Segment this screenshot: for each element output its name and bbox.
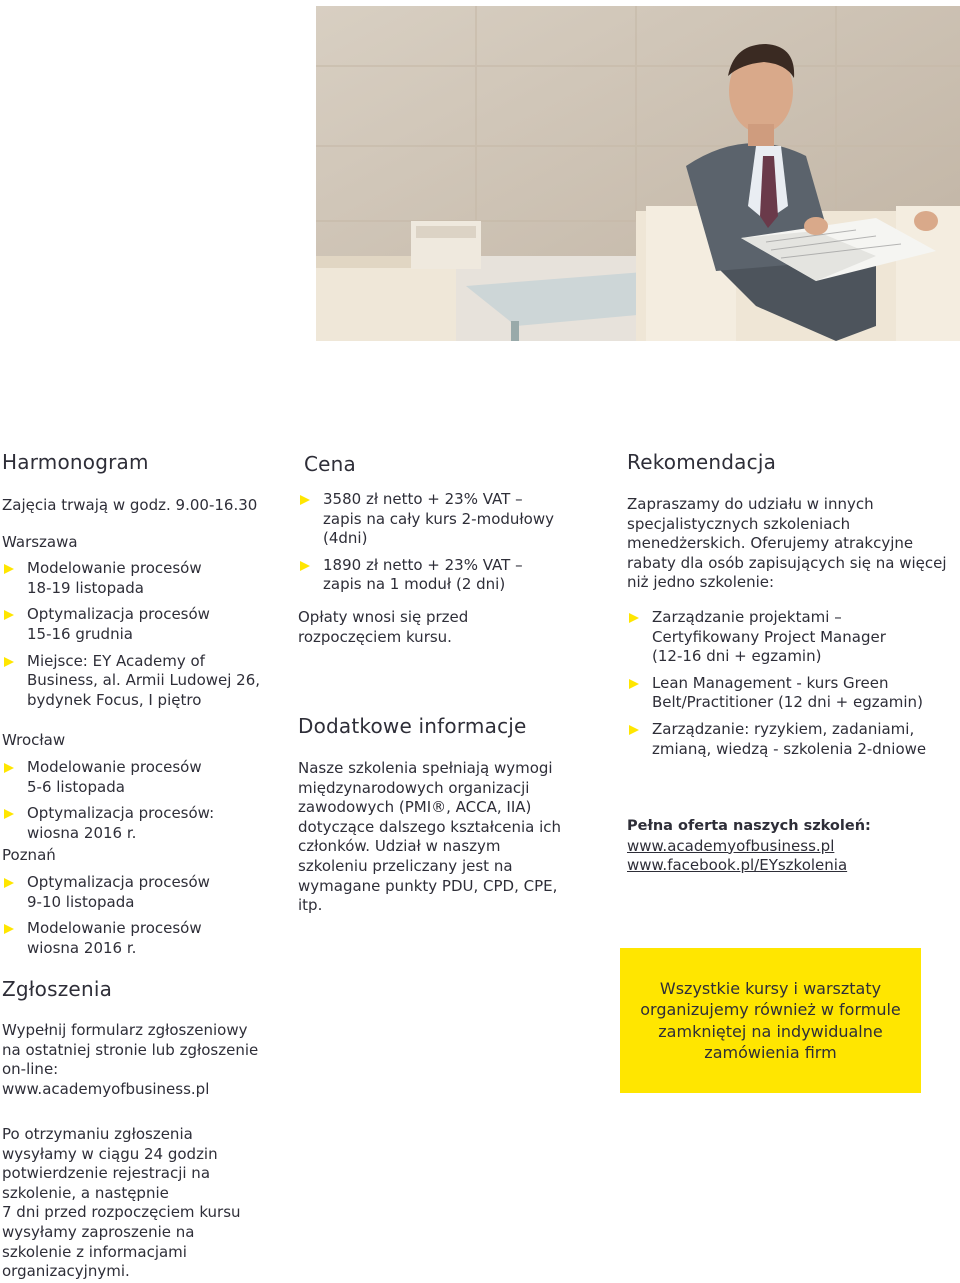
dodatkowe-section [298,714,598,916]
harmonogram-title: Harmonogram [2,450,149,474]
rekomendacja-intro: Zapraszamy do udziału w innych specjalistycznych szkoleniach menedżerskich. Oferujemy atrakcyjne rabaty dla osób zapisujących się na więcej niż jedno szkolenie: [627,495,947,592]
list-item: Optymalizacja procesów: wiosna 2016 r. [2,804,302,843]
zgloszenia-text: Wypełnij formularz zgłoszeniowy na ostatniej stronie lub zgłoszenie on-line: www.academyofbusiness.pl [2,1021,259,1098]
academy-link[interactable]: www.academyofbusiness.pl [627,836,835,855]
city-poznan: Poznań [2,846,56,865]
price-item: 3580 zł netto + 23% VAT – zapis na cały kurs 2-modułowy (4dni) [298,490,598,549]
cena-title: Cena [304,452,357,476]
list-item: Miejsce: EY Academy of Business, al. Armii Ludowej 26, bydynek Focus, I piętro [2,652,302,711]
recommendation-item: Zarządzanie: ryzykiem, zadaniami, zmianą, wiedzą - szkolenia 2-dniowe [627,720,957,759]
list-item: Modelowanie procesów 5-6 listopada [2,758,302,797]
offer-links [627,817,957,876]
bullet-triangle-icon [629,679,639,689]
rekomendacja-section [627,450,957,759]
closed-courses-box [620,948,921,1093]
bullet-triangle-icon [629,613,639,623]
bullet-triangle-icon [4,924,14,934]
dodatkowe-text: Nasze szkolenia spełniają wymogi międzynarodowych organizacji zawodowych (PMI®, ACCA, IIA) dotyczące dalszego kształcenia ich członków. Udział w naszym szkoleniu przeliczany jest na wymagane punkty PDU, CPD, CPE, itp. [298,759,562,915]
zgloszenia-title: Zgłoszenia [2,977,113,1001]
confirmation-text: Po otrzymaniu zgłoszenia wysyłamy w ciągu 24 godzin potwierdzenie rejestracji na szkolenie, a następnie 7 dni przed rozpoczęciem kursu wysyłamy zaproszenie na szkolenie z informacjami organizacyjnymi. [2,1125,241,1281]
closed-courses-text: Wszystkie kursy i warsztaty organizujemy również w formule zamkniętej na indywidualne zamówienia firm [640,978,901,1062]
price-item: 1890 zł netto + 23% VAT – zapis na 1 moduł (2 dni) [298,556,598,595]
zgloszenia-section [2,977,302,1099]
cena-section [298,452,598,647]
bullet-triangle-icon [300,495,310,505]
list-item: Modelowanie procesów 18-19 listopada [2,559,302,598]
bullet-triangle-icon [629,725,639,735]
bullet-triangle-icon [300,561,310,571]
list-item: Modelowanie procesów wiosna 2016 r. [2,919,302,958]
bullet-triangle-icon [4,763,14,773]
city-warszawa: Warszawa [2,532,78,551]
offer-label: Pełna oferta naszych szkoleń: [627,818,871,834]
harmonogram-section [2,450,302,958]
confirmation-section [2,1125,302,1282]
payment-note: Opłaty wnosi się przed rozpoczęciem kursu. [298,607,469,646]
rekomendacja-title: Rekomendacja [627,450,777,474]
bullet-triangle-icon [4,657,14,667]
bullet-triangle-icon [4,809,14,819]
facebook-link[interactable]: www.facebook.pl/EYszkolenia [627,856,848,875]
bullet-triangle-icon [4,878,14,888]
recommendation-item: Lean Management - kurs Green Belt/Practitioner (12 dni + egzamin) [627,674,957,713]
city-wroclaw: Wrocław [2,731,66,750]
bullet-triangle-icon [4,564,14,574]
hero-photo [316,6,960,341]
bullet-triangle-icon [4,610,14,620]
businessman-photo-illustration [316,6,960,341]
course-hours: Zajęcia trwają w godz. 9.00-16.30 [2,496,258,514]
dodatkowe-title: Dodatkowe informacje [298,714,527,738]
recommendation-item: Zarządzanie projektami – Certyfikowany Project Manager (12-16 dni + egzamin) [627,608,957,667]
list-item: Optymalizacja procesów 15-16 grudnia [2,605,302,644]
list-item: Optymalizacja procesów 9-10 listopada [2,873,302,912]
